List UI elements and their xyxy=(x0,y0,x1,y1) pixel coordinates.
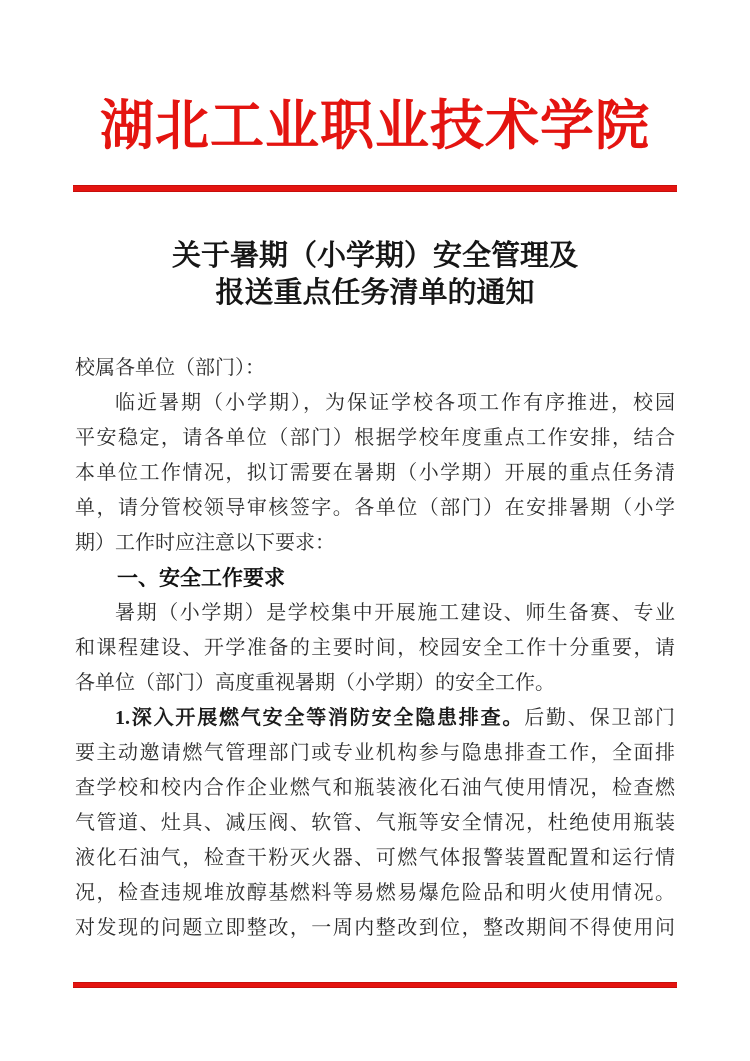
salutation-line: 校属各单位（部门）： xyxy=(75,357,265,379)
section-heading: 一、安全工作要求 xyxy=(117,567,285,590)
body-line: 对发现的问题立即整改，一周内整改到位，整改期间不得使用问 xyxy=(75,917,675,939)
body-line: 要主动邀请燃气管理部门或专业机构参与隐患排查工作，全面排 xyxy=(75,742,675,764)
document-title xyxy=(0,238,750,312)
body-line: 本单位工作情况，拟订需要在暑期（小学期）开展的重点任务清 xyxy=(75,462,675,484)
body-line: 期）工作时应注意以下要求： xyxy=(75,532,335,554)
footer-divider-rule xyxy=(73,982,677,988)
numbered-item-bold-lead: 1.深入开展燃气安全等消防安全隐患排查。 xyxy=(115,707,525,729)
body-line: 暑期（小学期）是学校集中开展施工建设、师生备赛、专业 xyxy=(115,602,675,624)
body-line: 临近暑期（小学期），为保证学校各项工作有序推进，校园 xyxy=(115,392,675,414)
body-line: 液化石油气，检查干粉灭火器、可燃气体报警装置配置和运行情 xyxy=(75,847,675,869)
letterhead-divider-rule xyxy=(73,185,677,192)
numbered-item-rest: 后勤、保卫部门 xyxy=(524,707,675,729)
document-body xyxy=(75,351,675,946)
body-line-numbered-item xyxy=(75,701,675,736)
document-title-line2: 报送重点任务清单的通知 xyxy=(215,277,535,309)
body-line: 查学校和校内合作企业燃气和瓶装液化石油气使用情况，检查燃 xyxy=(75,777,675,799)
body-line: 气管道、灶具、减压阀、软管、气瓶等安全情况，杜绝使用瓶装 xyxy=(75,812,675,834)
body-line: 单，请分管校领导审核签字。各单位（部门）在安排暑期（小学 xyxy=(75,497,675,519)
body-line: 况，检查违规堆放醇基燃料等易燃易爆危险品和明火使用情况。 xyxy=(75,882,675,904)
letterhead-school-name: 湖北工业职业技术学院 xyxy=(100,96,650,156)
body-line: 平安稳定，请各单位（部门）根据学校年度重点工作安排，结合 xyxy=(75,427,675,449)
body-line: 和课程建设、开学准备的主要时间，校园安全工作十分重要，请 xyxy=(75,637,675,659)
document-title-line1: 关于暑期（小学期）安全管理及 xyxy=(171,240,578,272)
body-line: 各单位（部门）高度重视暑期（小学期）的安全工作。 xyxy=(75,672,555,694)
